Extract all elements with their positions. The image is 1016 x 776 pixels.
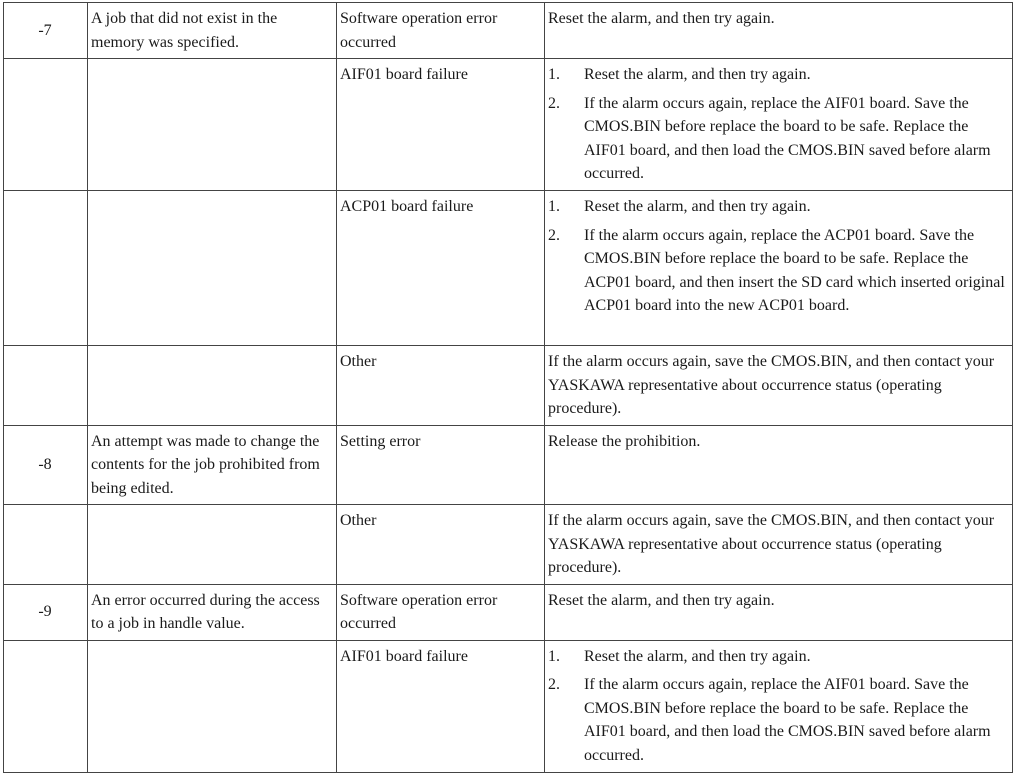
step-number: 2. [548, 94, 560, 112]
table-row [4, 346, 1013, 426]
remedy-steps [548, 645, 1008, 768]
remedy-steps [548, 195, 1008, 318]
cause-cell: Software operation error occurred [337, 584, 545, 640]
step-number: 1. [548, 647, 560, 665]
subcode-cell: -9 [4, 584, 88, 640]
step-text: If the alarm occurs again, replace the AIF01 board. Save the CMOS.BIN before replace the board to be safe. Replace the AIF01 board, and then load the CMOS.BIN saved before alarm occurred. [584, 94, 991, 182]
remedy-cell [545, 640, 1013, 772]
step-item [548, 645, 1008, 669]
remedy-cell: If the alarm occurs again, save the CMOS.BIN, and then contact your YASKAWA representative about occurrence status (operating procedure). [545, 346, 1013, 426]
subcode-cell: -8 [4, 425, 88, 505]
remedy-steps [548, 63, 1008, 186]
step-text: If the alarm occurs again, replace the ACP01 board. Save the CMOS.BIN before replace the board to be safe. Replace the ACP01 board, and then insert the SD card which inserted original ACP01 board into the new ACP01 board. [584, 226, 1005, 314]
step-number: 1. [548, 66, 560, 83]
step-item [548, 92, 1008, 186]
cause-cell: AIF01 board failure [337, 640, 545, 772]
meaning-cell: A job that did not exist in the memory was specified. [88, 3, 337, 59]
meaning-cell [88, 59, 337, 191]
cause-cell: Software operation error occurred [337, 3, 545, 59]
remedy-cell: Reset the alarm, and then try again. [545, 3, 1013, 59]
step-number: 1. [548, 198, 560, 215]
step-number: 2. [548, 676, 560, 693]
meaning-cell [88, 640, 337, 772]
step-item [548, 195, 1008, 219]
cause-cell: AIF01 board failure [337, 59, 545, 191]
subcode-cell [4, 505, 88, 585]
meaning-cell [88, 346, 337, 426]
remedy-cell [545, 59, 1013, 191]
table-row [4, 3, 1013, 59]
step-item [548, 63, 1008, 87]
subcode-cell [4, 640, 88, 772]
step-text: Reset the alarm, and then try again. [584, 198, 811, 215]
step-number: 2. [548, 226, 560, 244]
remedy-cell: Release the prohibition. [545, 425, 1013, 505]
table-row [4, 59, 1013, 191]
meaning-cell: An attempt was made to change the contents for the job prohibited from being edited. [88, 425, 337, 505]
cause-cell: Setting error [337, 425, 545, 505]
meaning-cell [88, 505, 337, 585]
subcode-cell [4, 191, 88, 346]
meaning-cell [88, 191, 337, 346]
alarm-table [3, 2, 1013, 773]
remedy-cell: Reset the alarm, and then try again. [545, 584, 1013, 640]
meaning-cell: An error occurred during the access to a job in handle value. [88, 584, 337, 640]
remedy-cell [545, 191, 1013, 346]
subcode-cell [4, 346, 88, 426]
step-item [548, 224, 1008, 318]
table-row [4, 640, 1013, 772]
table-row [4, 425, 1013, 505]
step-text: If the alarm occurs again, replace the AIF01 board. Save the CMOS.BIN before replace the board to be safe. Replace the AIF01 board, and then load the CMOS.BIN saved before alarm occurred. [584, 676, 991, 764]
table-row [4, 505, 1013, 585]
cause-cell: Other [337, 346, 545, 426]
step-item [548, 673, 1008, 767]
table-row [4, 584, 1013, 640]
cause-cell: ACP01 board failure [337, 191, 545, 346]
remedy-cell: If the alarm occurs again, save the CMOS.BIN, and then contact your YASKAWA representative about occurrence status (operating procedure). [545, 505, 1013, 585]
cause-cell: Other [337, 505, 545, 585]
table-row [4, 191, 1013, 346]
step-text: Reset the alarm, and then try again. [584, 647, 811, 665]
subcode-cell [4, 59, 88, 191]
subcode-cell: -7 [4, 3, 88, 59]
step-text: Reset the alarm, and then try again. [584, 66, 811, 83]
